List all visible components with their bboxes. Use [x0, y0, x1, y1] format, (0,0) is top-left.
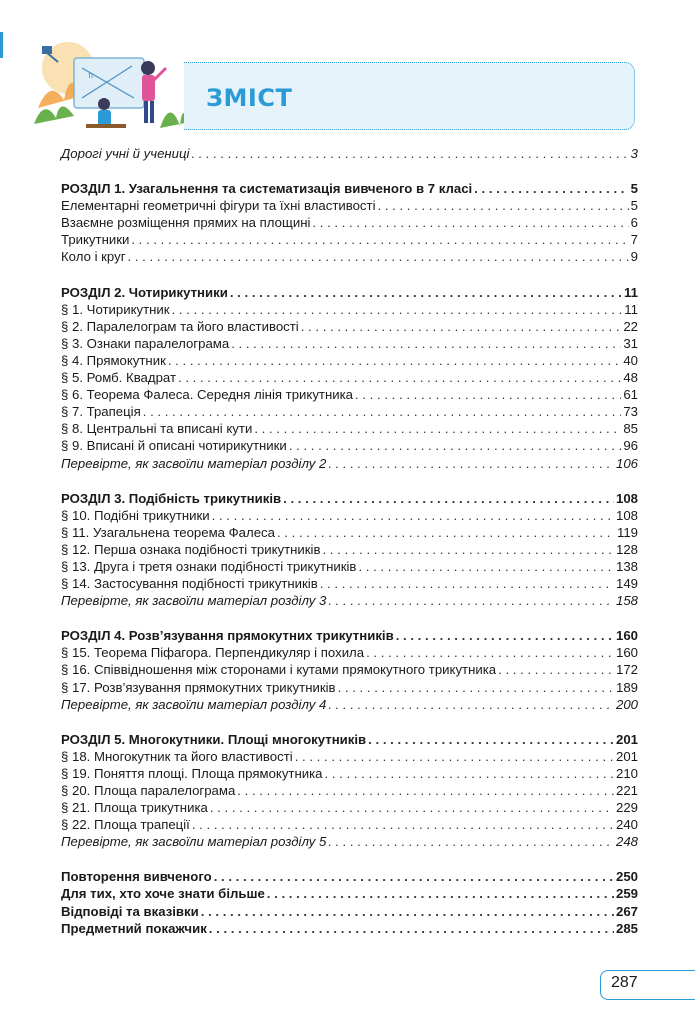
toc-entry-title: Відповіді та вказівки — [61, 903, 199, 919]
toc-entry-page: 73 — [623, 404, 638, 420]
dot-leader — [192, 816, 614, 833]
toc-entry[interactable] — [61, 575, 638, 592]
toc-entry-page: 172 — [615, 662, 638, 678]
toc-entry[interactable] — [61, 248, 638, 265]
toc-entry-title: § 8. Центральні та вписані кути — [61, 421, 253, 437]
dot-leader — [283, 490, 614, 507]
toc-entry-page: 22 — [623, 318, 638, 334]
toc-entry-page: 201 — [615, 748, 638, 764]
toc-entry-page: 160 — [615, 645, 638, 661]
toc-entry[interactable] — [61, 507, 638, 524]
toc-entry-page: 248 — [615, 834, 638, 850]
toc-entry-page: 119 — [616, 524, 638, 540]
dot-leader — [168, 352, 621, 369]
svg-text:π: π — [88, 71, 94, 80]
toc-entry[interactable] — [61, 180, 638, 197]
toc-entry-title: § 9. Вписані й описані чотирикутники — [61, 438, 287, 454]
dot-leader — [191, 145, 628, 162]
toc-entry-title: § 18. Многокутник та його властивості — [61, 748, 293, 764]
toc-entry-title: § 17. Розв’язування прямокутних трикутників — [61, 679, 336, 695]
toc-entry[interactable] — [61, 661, 638, 678]
toc-entry-page: 31 — [623, 335, 638, 351]
toc-entry-title: § 13. Друга і третя ознаки подібності трикутників — [61, 558, 357, 574]
dot-leader — [214, 868, 614, 885]
toc-entry[interactable] — [61, 765, 638, 782]
toc-entry-page: 5 — [630, 198, 638, 214]
dot-leader — [178, 369, 621, 386]
section-gap — [61, 713, 638, 731]
dot-leader — [143, 403, 622, 420]
toc-entry-title: Перевірте, як засвоїли матеріал розділу 3 — [61, 593, 327, 609]
toc-entry-page: 240 — [615, 817, 638, 833]
dot-leader — [254, 420, 621, 437]
toc-entry-page: 11 — [624, 284, 638, 300]
toc-entry-page: 160 — [615, 628, 638, 644]
toc-entry-page: 7 — [630, 232, 638, 248]
dot-leader — [368, 731, 614, 748]
toc-entry-title: Перевірте, як засвоїли матеріал розділу 2 — [61, 455, 327, 471]
toc-entry-title: § 15. Теорема Піфагора. Перпендикуляр і похила — [61, 645, 365, 661]
toc-entry-title: § 6. Теорема Фалеса. Середня лінія трикутника — [61, 387, 354, 403]
section-gap — [61, 609, 638, 627]
toc-entry-page: 149 — [615, 576, 638, 592]
toc-entry-title: § 16. Співвідношення між сторонами і кутами прямокутного трикутника — [61, 662, 497, 678]
dot-leader — [201, 903, 614, 920]
toc-entry[interactable] — [61, 437, 638, 454]
dot-leader — [355, 386, 621, 403]
toc-entry-page: 48 — [623, 370, 638, 386]
toc-entry-title: Елементарні геометричні фігури та їхні властивості — [61, 198, 376, 214]
toc-entry[interactable] — [61, 920, 638, 937]
toc-entry-page: 229 — [615, 800, 638, 816]
toc-entry-title: § 2. Паралелограм та його властивості — [61, 318, 299, 334]
toc-entry-title: § 4. Прямокутник — [61, 352, 166, 368]
dot-leader — [289, 437, 622, 454]
toc-entry-title: Перевірте, як засвоїли матеріал розділу 4 — [61, 696, 327, 712]
toc-entry[interactable] — [61, 318, 638, 335]
toc-entry[interactable] — [61, 455, 638, 472]
toc-entry[interactable] — [61, 799, 638, 816]
toc-entry[interactable] — [61, 231, 638, 248]
dot-leader — [328, 696, 614, 713]
toc-entry-title: § 10. Подібні трикутники — [61, 507, 210, 523]
toc-entry-page: 61 — [623, 387, 638, 403]
toc-entry-title: § 22. Площа трапеції — [61, 817, 190, 833]
dot-leader — [295, 748, 614, 765]
toc-entry[interactable] — [61, 403, 638, 420]
toc-entry-title: § 3. Ознаки паралелограма — [61, 335, 230, 351]
dot-leader — [328, 455, 614, 472]
toc-entry-page: 11 — [624, 301, 638, 317]
dot-leader — [328, 592, 614, 609]
toc-entry-title: § 12. Перша ознака подібності трикутників — [61, 541, 321, 557]
dot-leader — [230, 284, 622, 301]
toc-entry-page: 189 — [615, 679, 638, 695]
dot-leader — [312, 214, 628, 231]
toc-entry[interactable] — [61, 420, 638, 437]
dot-leader — [277, 524, 615, 541]
toc-entry[interactable] — [61, 386, 638, 403]
toc-entry-title: Перевірте, як засвоїли матеріал розділу 5 — [61, 834, 327, 850]
toc-entry[interactable] — [61, 644, 638, 661]
toc-entry-title: Коло і круг — [61, 249, 126, 265]
page-title: ЗМІСТ — [206, 84, 293, 112]
toc-entry-page: 40 — [623, 352, 638, 368]
section-gap — [61, 266, 638, 284]
dot-leader — [172, 301, 623, 318]
toc-entry-title: § 7. Трапеція — [61, 404, 141, 420]
toc-entry[interactable] — [61, 490, 638, 507]
section-gap — [61, 472, 638, 490]
toc-entry-page: 96 — [623, 438, 638, 454]
toc-entry-title: РОЗДІЛ 4. Розв’язування прямокутних трикутників — [61, 628, 394, 644]
toc-entry[interactable] — [61, 524, 638, 541]
toc-entry-title: РОЗДІЛ 5. Многокутники. Площі многокутників — [61, 731, 367, 747]
toc-entry-page: 267 — [615, 903, 638, 919]
dot-leader — [358, 558, 614, 575]
toc-entry[interactable] — [61, 214, 638, 231]
toc-entry-title: Трикутники — [61, 232, 130, 248]
dot-leader — [338, 679, 614, 696]
toc-entry[interactable] — [61, 335, 638, 352]
toc-entry-page: 259 — [615, 886, 638, 902]
toc-entry-title: § 5. Ромб. Квадрат — [61, 370, 176, 386]
toc-entry-title: § 21. Площа трикутника — [61, 800, 208, 816]
dot-leader — [322, 541, 614, 558]
toc-entry[interactable] — [61, 696, 638, 713]
toc-entry[interactable] — [61, 748, 638, 765]
dot-leader — [378, 197, 629, 214]
toc-entry-title: § 20. Площа паралелограма — [61, 783, 236, 798]
toc-entry-title: Предметний покажчик — [61, 920, 207, 936]
toc-entry-title: Взаємне розміщення прямих на площині — [61, 215, 311, 231]
toc-entry[interactable] — [61, 627, 638, 644]
dot-leader — [320, 575, 614, 592]
toc-entry-page: 285 — [615, 920, 638, 936]
dot-leader — [131, 231, 628, 248]
dot-leader — [328, 833, 614, 850]
toc-entry-page: 250 — [615, 869, 638, 885]
dot-leader — [301, 318, 622, 335]
toc-entry-page: 5 — [630, 181, 638, 197]
toc-entry-title: Повторення вивченого — [61, 869, 212, 885]
toc-entry-page: 6 — [630, 215, 638, 231]
dot-leader — [267, 885, 614, 902]
toc-entry[interactable] — [61, 592, 638, 609]
page-number: 287 — [611, 974, 638, 991]
section-gap — [61, 850, 638, 868]
toc-entry[interactable] — [61, 731, 638, 748]
toc-entry-title: § 19. Поняття площі. Площа прямокутника — [61, 765, 323, 781]
dot-leader — [366, 644, 614, 661]
toc-entry-title: РОЗДІЛ 2. Чотирикутники — [61, 284, 228, 300]
toc-entry-page: 221 — [615, 783, 638, 798]
toc-entry[interactable] — [61, 903, 638, 920]
toc-entry-page: 9 — [630, 249, 638, 265]
toc-entry-page: 158 — [615, 593, 638, 609]
toc-entry[interactable] — [61, 352, 638, 369]
toc-entry[interactable] — [61, 885, 638, 902]
toc-entry-page: 138 — [615, 558, 638, 574]
classroom-illustration — [30, 38, 190, 134]
toc-entry-title: Для тих, хто хоче знати більше — [61, 886, 265, 902]
toc-entry[interactable] — [61, 782, 638, 799]
dot-leader — [396, 627, 614, 644]
toc-entry-title: § 14. Застосування подібності трикутників — [61, 576, 318, 592]
toc-entry-title: РОЗДІЛ 3. Подібність трикутників — [61, 490, 282, 506]
toc-entry[interactable] — [61, 558, 638, 575]
dot-leader — [237, 782, 614, 799]
toc-entry-page: 200 — [615, 696, 638, 712]
edge-marker — [0, 32, 3, 58]
dot-leader — [212, 507, 614, 524]
toc-entry[interactable] — [61, 145, 638, 162]
toc-entry-title: § 11. Узагальнена теорема Фалеса — [61, 524, 275, 540]
table-of-contents — [61, 145, 638, 937]
toc-entry-page: 201 — [615, 731, 638, 747]
toc-entry[interactable] — [61, 541, 638, 558]
dot-leader — [231, 335, 621, 352]
dot-leader — [209, 920, 614, 937]
toc-entry[interactable] — [61, 284, 638, 301]
toc-entry[interactable] — [61, 816, 638, 833]
toc-entry[interactable] — [61, 369, 638, 386]
toc-entry[interactable] — [61, 868, 638, 885]
toc-entry[interactable] — [61, 679, 638, 696]
toc-entry-title: РОЗДІЛ 1. Узагальнення та систематизація вивченого в 7 класі — [61, 181, 473, 197]
toc-entry-page: 3 — [630, 146, 638, 161]
toc-entry-page: 85 — [623, 421, 638, 437]
toc-entry-title: § 1. Чотирикутник — [61, 301, 170, 317]
toc-entry-title: Дорогі учні й учениці — [61, 146, 190, 161]
toc-entry-page: 128 — [615, 541, 638, 557]
dot-leader — [210, 799, 614, 816]
toc-entry[interactable] — [61, 197, 638, 214]
dot-leader — [474, 180, 628, 197]
dot-leader — [325, 765, 614, 782]
toc-entry[interactable] — [61, 301, 638, 318]
toc-entry-page: 106 — [615, 455, 638, 471]
section-gap — [61, 162, 638, 180]
dot-leader — [498, 661, 614, 678]
toc-entry-page: 108 — [615, 507, 638, 523]
toc-entry-page: 210 — [615, 765, 638, 781]
toc-entry-page: 108 — [615, 490, 638, 506]
toc-entry[interactable] — [61, 833, 638, 850]
dot-leader — [128, 248, 629, 265]
